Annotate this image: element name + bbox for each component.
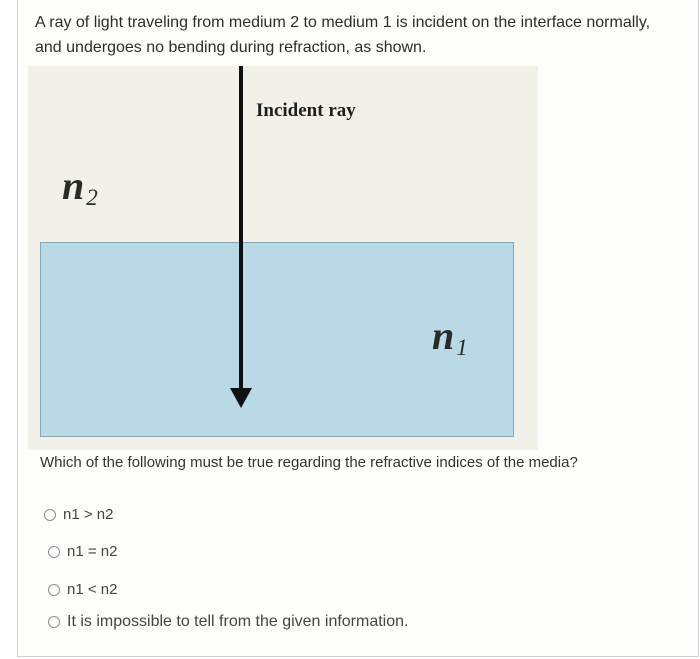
radio-button[interactable] — [48, 616, 60, 628]
answer-option-label: n1 = n2 — [67, 543, 118, 560]
medium-2-symbol: n — [62, 163, 85, 208]
question-intro: A ray of light traveling from medium 2 to medium 1 is incident on the interface normally, and undergoes no bending during refraction, as shown. — [35, 14, 651, 56]
incident-ray-line — [239, 66, 243, 396]
medium-1-subscript: 1 — [456, 335, 468, 360]
answer-option-label: n1 < n2 — [67, 581, 118, 598]
refraction-figure — [28, 66, 538, 450]
radio-button[interactable] — [48, 546, 60, 558]
answer-option-label: n1 > n2 — [63, 506, 114, 523]
medium-2-label — [62, 162, 98, 211]
medium-1-label — [432, 312, 468, 361]
medium-2-subscript: 2 — [86, 185, 98, 210]
answer-option-2[interactable] — [48, 543, 117, 560]
question-prompt: Which of the following must be true regarding the refractive indices of the media? — [40, 454, 578, 471]
medium-1-symbol: n — [432, 313, 455, 358]
arrow-down-icon — [230, 388, 252, 408]
answer-option-3[interactable] — [48, 581, 117, 598]
answer-option-4[interactable] — [48, 613, 408, 631]
incident-ray-label: Incident ray — [256, 100, 356, 121]
answer-option-label: It is impossible to tell from the given information. — [67, 613, 409, 630]
radio-button[interactable] — [48, 584, 60, 596]
radio-button[interactable] — [44, 509, 56, 521]
answer-option-1[interactable] — [44, 506, 113, 523]
